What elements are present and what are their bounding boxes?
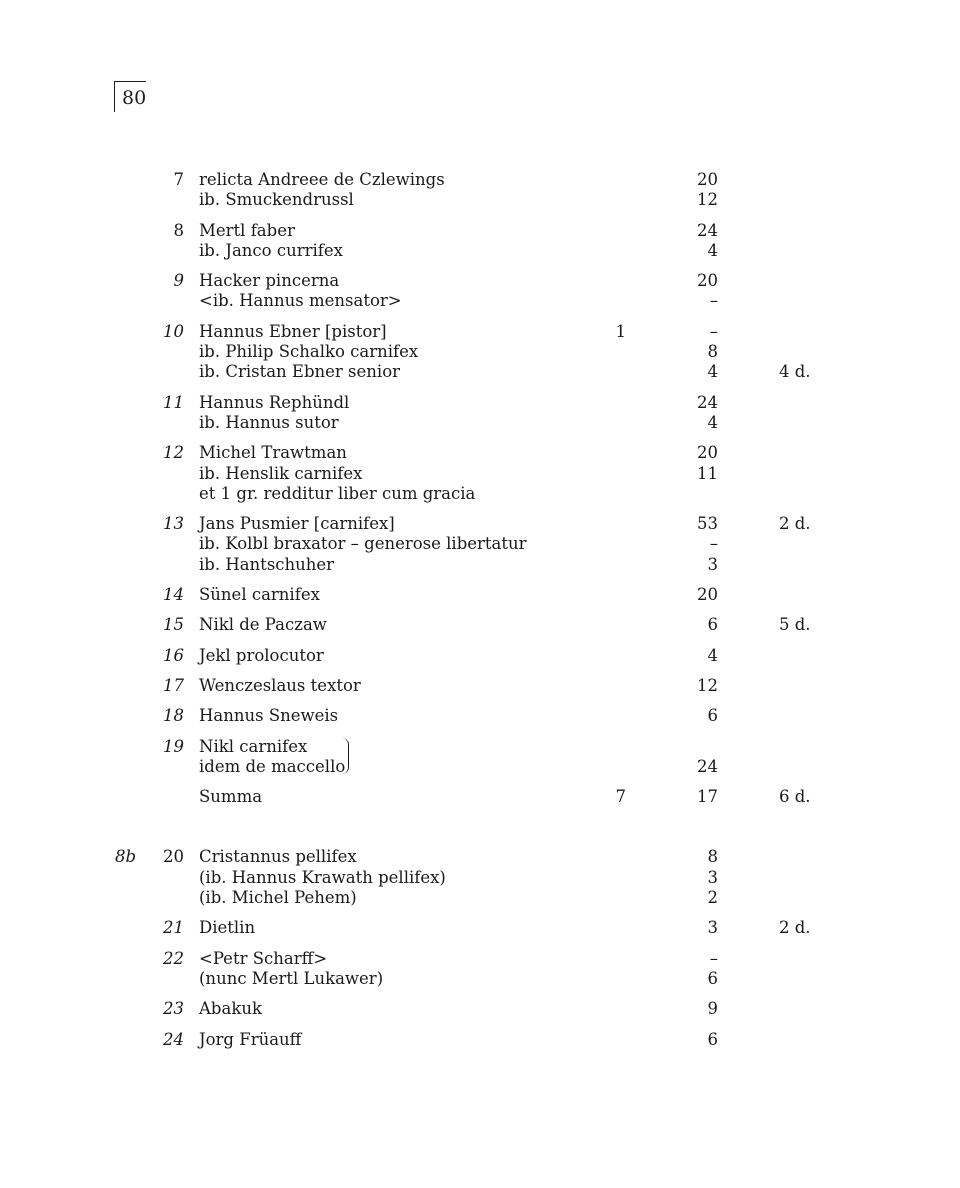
entry-line — [0, 514, 960, 534]
register-entry — [0, 706, 960, 726]
amount-col-2: 53 — [697, 514, 718, 534]
amount-col-3: 5 d. — [779, 615, 811, 635]
entry-name: Nikl carnifex — [199, 736, 308, 756]
entry-number: 13 — [163, 514, 184, 534]
amount-col-3: 2 d. — [779, 918, 811, 938]
amount-col-2: 6 — [707, 706, 718, 726]
amount-col-2: 20 — [697, 170, 718, 189]
entry-name: ib. Janco currifex — [199, 240, 343, 260]
register-entry — [0, 999, 960, 1019]
amount-col-2: 8 — [707, 342, 718, 362]
amount-col-2: – — [709, 321, 718, 341]
register-entry — [0, 1030, 960, 1050]
entry-line — [0, 464, 960, 484]
entry-line — [0, 221, 960, 241]
amount-col-2: 12 — [697, 190, 718, 210]
amount-col-2: 24 — [697, 756, 718, 776]
amount-col-2: 20 — [697, 271, 718, 291]
entry-number: 16 — [163, 645, 184, 665]
register-entry — [0, 847, 960, 908]
entry-number: 19 — [163, 736, 184, 756]
amount-col-2: 12 — [697, 675, 718, 695]
summa-entry — [0, 787, 960, 807]
entry-number: 10 — [163, 321, 184, 341]
register-entry — [0, 615, 960, 635]
entry-line — [0, 999, 960, 1019]
register-entry — [0, 271, 960, 312]
amount-col-2: 6 — [707, 1029, 718, 1049]
amount-col-2: 9 — [707, 999, 718, 1019]
register-entry — [0, 585, 960, 605]
amount-col-2: 4 — [707, 240, 718, 260]
entry-line — [0, 1030, 960, 1050]
entry-number: 7 — [173, 170, 184, 189]
entry-line — [0, 443, 960, 463]
entry-number: 24 — [163, 1029, 184, 1049]
entry-name: Nikl de Paczaw — [199, 615, 327, 635]
entry-name: Abakuk — [199, 999, 262, 1019]
entry-line — [0, 585, 960, 605]
register-entry — [0, 170, 960, 211]
amount-col-2: 24 — [697, 220, 718, 240]
entry-name: et 1 gr. redditur liber cum gracia — [199, 483, 476, 503]
entry-number: 23 — [163, 999, 184, 1019]
entry-name: ib. Henslik carnifex — [199, 463, 363, 483]
entry-name: Hannus Sneweis — [199, 706, 339, 726]
entry-name: Jekl prolocutor — [199, 645, 324, 665]
entry-line — [0, 949, 960, 969]
entry-number: 14 — [163, 585, 184, 605]
entry-name: ib. Hantschuher — [199, 554, 335, 574]
amount-col-2: 6 — [707, 968, 718, 988]
entry-line — [0, 969, 960, 989]
entry-line — [0, 241, 960, 261]
register-entry — [0, 221, 960, 262]
entry-name: ib. Hannus sutor — [199, 412, 339, 432]
entry-name: Mertl faber — [199, 220, 295, 240]
entry-line — [0, 737, 960, 757]
entry-name: ib. Smuckendrussl — [199, 190, 354, 210]
amount-col-2: – — [709, 291, 718, 311]
entry-line — [0, 534, 960, 554]
entry-name: (nunc Mertl Lukawer) — [199, 968, 384, 988]
entry-number: 22 — [163, 948, 184, 968]
entry-name: (ib. Michel Pehem) — [199, 888, 357, 908]
entry-name: ib. Cristan Ebner senior — [199, 362, 401, 382]
register-entry — [0, 949, 960, 990]
entry-name: Cristannus pellifex — [199, 847, 357, 867]
entry-line — [0, 362, 960, 382]
entry-name: Michel Trawtman — [199, 443, 347, 463]
entry-name: <ib. Hannus mensator> — [199, 291, 402, 311]
amount-col-2: 3 — [707, 918, 718, 938]
register-entry — [0, 514, 960, 575]
entry-line — [0, 615, 960, 635]
folio-reference: 8b — [115, 847, 137, 867]
entry-line — [0, 322, 960, 342]
amount-col-2: 8 — [707, 847, 718, 867]
entry-line — [0, 787, 960, 807]
register-entry — [0, 322, 960, 383]
entry-line — [0, 190, 960, 210]
entry-number: 9 — [173, 271, 184, 291]
entry-number: 8 — [173, 220, 184, 240]
entry-name: Hannus Ebner [pistor] — [199, 321, 387, 341]
entry-line — [0, 555, 960, 575]
entry-line — [0, 291, 960, 311]
entry-number: 21 — [163, 918, 184, 938]
entry-line — [0, 342, 960, 362]
amount-col-2: – — [709, 948, 718, 968]
page-number: 80 — [114, 81, 146, 112]
entry-name: Hannus Rephündl — [199, 392, 350, 412]
entry-name: Wenczeslaus textor — [199, 675, 361, 695]
entry-number: 20 — [163, 847, 184, 867]
amount-col-1: 7 — [615, 787, 626, 807]
amount-col-1: 1 — [615, 321, 626, 341]
entry-line — [0, 757, 960, 777]
amount-col-2: 3 — [707, 554, 718, 574]
register-entry — [0, 737, 960, 778]
amount-col-2: 11 — [697, 463, 718, 483]
entry-line — [0, 918, 960, 938]
entry-line — [0, 868, 960, 888]
entry-number: 15 — [163, 615, 184, 635]
amount-col-2: 2 — [707, 888, 718, 908]
entry-name: ib. Kolbl braxator – generose libertatur — [199, 534, 527, 554]
entry-line — [0, 888, 960, 908]
amount-col-2: 4 — [707, 645, 718, 665]
entry-name: Summa — [199, 787, 263, 807]
entry-number: 12 — [163, 443, 184, 463]
amount-col-2: 24 — [697, 392, 718, 412]
entry-name: Jans Pusmier [carnifex] — [199, 514, 395, 534]
entry-line — [0, 170, 960, 190]
amount-col-3: 6 d. — [779, 787, 811, 807]
entry-line — [0, 393, 960, 413]
entry-number: 18 — [163, 706, 184, 726]
register-entry — [0, 393, 960, 434]
entry-name: Hacker pincerna — [199, 271, 340, 291]
amount-col-2: – — [709, 534, 718, 554]
entry-name: ib. Philip Schalko carnifex — [199, 342, 419, 362]
entry-name: relicta Andreee de Czlewings — [199, 170, 445, 189]
entry-number: 11 — [163, 392, 184, 412]
entry-line — [0, 676, 960, 696]
register-entry — [0, 676, 960, 696]
entry-line — [0, 847, 960, 867]
entry-line — [0, 706, 960, 726]
entry-name: Dietlin — [199, 918, 256, 938]
entry-name: (ib. Hannus Krawath pellifex) — [199, 867, 446, 887]
entry-name: <Petr Scharff> — [199, 948, 328, 968]
register-entry — [0, 646, 960, 666]
amount-col-2: 4 — [707, 412, 718, 432]
entry-line — [0, 413, 960, 433]
entry-line — [0, 271, 960, 291]
entry-line — [0, 646, 960, 666]
entry-name: idem de maccello — [199, 756, 346, 776]
amount-col-2: 3 — [707, 867, 718, 887]
entry-name: Sünel carnifex — [199, 585, 320, 605]
amount-col-3: 4 d. — [779, 362, 811, 382]
register-entries — [0, 170, 960, 1060]
entry-line — [0, 484, 960, 504]
amount-col-2: 17 — [697, 787, 718, 807]
amount-col-2: 6 — [707, 615, 718, 635]
entry-name: Jorg Früauff — [199, 1029, 302, 1049]
amount-col-2: 20 — [697, 443, 718, 463]
entry-number: 17 — [163, 675, 184, 695]
amount-col-2: 20 — [697, 585, 718, 605]
register-entry — [0, 443, 960, 504]
amount-col-3: 2 d. — [779, 514, 811, 534]
amount-col-2: 4 — [707, 362, 718, 382]
register-entry — [0, 918, 960, 938]
